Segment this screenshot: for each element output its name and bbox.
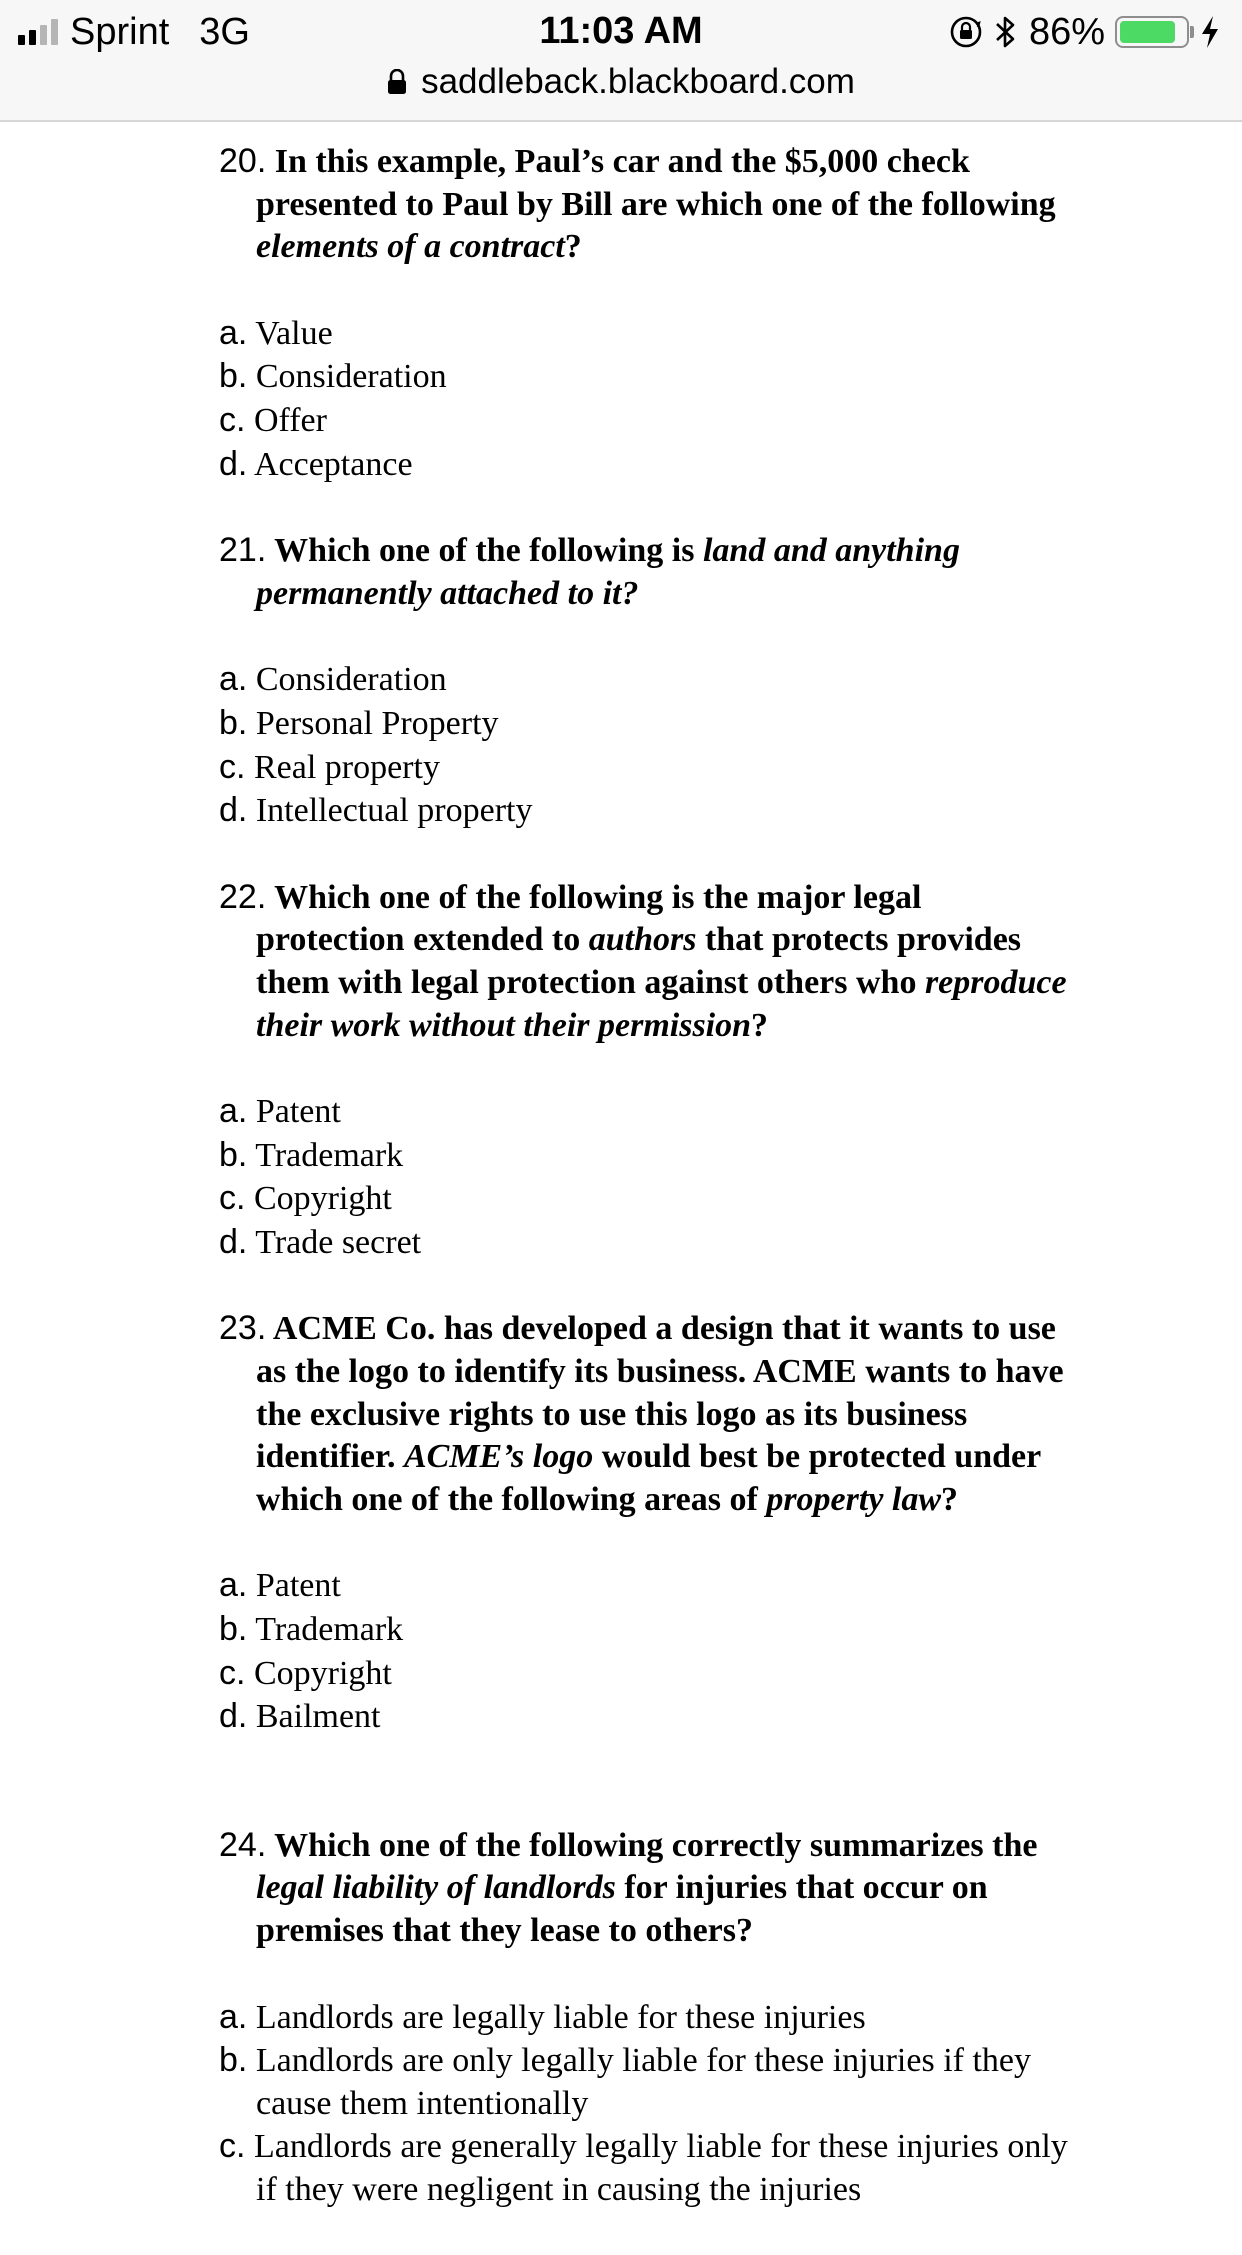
option-text: Personal Property bbox=[255, 704, 499, 742]
bluetooth-icon bbox=[993, 14, 1019, 50]
spacer bbox=[219, 1782, 1069, 1824]
battery-icon bbox=[1115, 16, 1189, 48]
option-text: Patent bbox=[255, 1567, 341, 1605]
question-number: 24. bbox=[219, 1825, 267, 1864]
status-bar bbox=[0, 0, 1242, 122]
question-text: ? bbox=[751, 1006, 769, 1044]
option-text: Consideration bbox=[255, 358, 447, 396]
charging-bolt-icon bbox=[1200, 15, 1220, 49]
option-letter: b. bbox=[219, 357, 248, 396]
option-text: Acceptance bbox=[253, 445, 413, 483]
answer-option bbox=[219, 1652, 1069, 1696]
option-letter: c. bbox=[219, 747, 246, 786]
answer-option bbox=[219, 1608, 1069, 1652]
option-letter: b. bbox=[219, 703, 248, 742]
option-text: Copyright bbox=[253, 1654, 392, 1692]
answer-option bbox=[219, 1564, 1069, 1608]
option-text: Real property bbox=[253, 748, 440, 786]
question-text: property law bbox=[766, 1480, 942, 1518]
option-text: Consideration bbox=[255, 661, 447, 699]
option-letter: c. bbox=[219, 400, 246, 439]
option-letter: a. bbox=[219, 1092, 248, 1131]
answer-option bbox=[219, 1090, 1069, 1134]
option-letter: a. bbox=[219, 1997, 248, 2036]
answer-option bbox=[219, 399, 1069, 443]
question-text: ACME Co. has developed a design that it wants to use as the logo to identify its business. ACME wants to have the exclusive rights to use this logo as its business identifier. bbox=[256, 1310, 1064, 1476]
option-text: Trademark bbox=[255, 1611, 404, 1649]
carrier-name: Sprint bbox=[70, 10, 170, 53]
answer-option bbox=[219, 1134, 1069, 1178]
option-text: Bailment bbox=[255, 1698, 381, 1736]
question-text: Which one of the following is the major legal protection extended to bbox=[256, 878, 922, 959]
answer-options bbox=[219, 1564, 1069, 1738]
option-text: Patent bbox=[255, 1093, 341, 1131]
answer-options bbox=[219, 1996, 1069, 2212]
question-text: for injuries that occur on premises that they lease to others? bbox=[256, 1869, 988, 1949]
question-5 bbox=[219, 1824, 1069, 1953]
question-text: legal liability of landlords bbox=[256, 1869, 616, 1907]
battery-cap bbox=[1190, 26, 1194, 38]
answer-option bbox=[219, 2125, 1069, 2211]
battery-percent: 86% bbox=[1028, 10, 1105, 53]
option-letter: c. bbox=[219, 1179, 246, 1218]
option-letter: b. bbox=[219, 1610, 248, 1649]
question-number: 21. bbox=[219, 531, 267, 570]
answer-options bbox=[219, 1090, 1069, 1264]
question-2 bbox=[219, 529, 1069, 615]
option-letter: c. bbox=[219, 2127, 246, 2166]
address-bar[interactable] bbox=[0, 58, 1242, 106]
option-letter: d. bbox=[219, 1697, 248, 1736]
answer-options bbox=[219, 312, 1069, 486]
option-letter: d. bbox=[219, 444, 248, 483]
option-letter: c. bbox=[219, 1653, 246, 1692]
answer-option bbox=[219, 658, 1069, 702]
lock-icon bbox=[387, 69, 407, 95]
question-text: elements of a contract bbox=[256, 228, 565, 266]
battery-level bbox=[1120, 21, 1175, 43]
option-text: Landlords are only legally liable for these injuries if they cause them intentionally bbox=[255, 2042, 1032, 2122]
option-text: Copyright bbox=[253, 1180, 392, 1218]
answer-option bbox=[219, 789, 1069, 833]
question-3 bbox=[219, 876, 1069, 1047]
option-letter: b. bbox=[219, 1135, 248, 1174]
option-letter: a. bbox=[219, 660, 248, 699]
network-type: 3G bbox=[199, 10, 250, 53]
question-text: ACME’s logo bbox=[403, 1438, 594, 1476]
answer-option bbox=[219, 1221, 1069, 1265]
option-letter: b. bbox=[219, 2041, 248, 2080]
url-text[interactable]: saddleback.blackboard.com bbox=[421, 62, 855, 101]
option-text: Trademark bbox=[255, 1136, 404, 1174]
answer-option bbox=[219, 355, 1069, 399]
answer-option bbox=[219, 2039, 1069, 2125]
option-text: Offer bbox=[253, 401, 327, 439]
question-text: In this example, Paul’s car and the $5,000 check presented to Paul by Bill are which one of the following bbox=[256, 143, 1056, 223]
answer-option bbox=[219, 746, 1069, 790]
option-letter: d. bbox=[219, 791, 248, 830]
quiz-content bbox=[219, 140, 1069, 2255]
question-1 bbox=[219, 140, 1069, 269]
option-text: Value bbox=[255, 314, 333, 352]
question-text: Which one of the following is bbox=[274, 532, 703, 570]
answer-option bbox=[219, 702, 1069, 746]
question-number: 22. bbox=[219, 877, 267, 916]
question-text: reproduce their work without their permission bbox=[256, 963, 1067, 1044]
question-text: that protects provides them with legal protection against others who bbox=[256, 921, 1022, 1001]
answer-option bbox=[219, 312, 1069, 356]
question-4 bbox=[219, 1307, 1069, 1521]
answer-option bbox=[219, 1695, 1069, 1739]
question-text: land and anything permanently attached to it? bbox=[256, 532, 960, 612]
option-letter: a. bbox=[219, 1566, 248, 1605]
answer-option bbox=[219, 443, 1069, 487]
option-text: Intellectual property bbox=[255, 792, 533, 830]
status-right bbox=[949, 10, 1220, 54]
question-text: ? bbox=[564, 228, 582, 266]
option-text: Landlords are generally legally liable for these injuries only if they were negligent in causing the injuries bbox=[253, 2128, 1068, 2208]
option-letter: d. bbox=[219, 1222, 248, 1261]
option-letter: a. bbox=[219, 313, 248, 352]
answer-options bbox=[219, 658, 1069, 832]
question-text: ? bbox=[941, 1480, 959, 1518]
question-number: 20. bbox=[219, 142, 267, 180]
answer-option bbox=[219, 1996, 1069, 2040]
orientation-lock-icon bbox=[949, 15, 983, 49]
answer-option bbox=[219, 1177, 1069, 1221]
question-text: Which one of the following correctly summarizes the bbox=[274, 1826, 1038, 1864]
option-text: Landlords are legally liable for these injuries bbox=[255, 1998, 866, 2036]
clock: 11:03 AM bbox=[539, 10, 703, 52]
option-text: Trade secret bbox=[255, 1223, 422, 1261]
question-text: authors bbox=[588, 921, 697, 959]
question-number: 23. bbox=[219, 1309, 267, 1348]
question-text: would best be protected under which one of the following areas of bbox=[256, 1438, 1041, 1518]
